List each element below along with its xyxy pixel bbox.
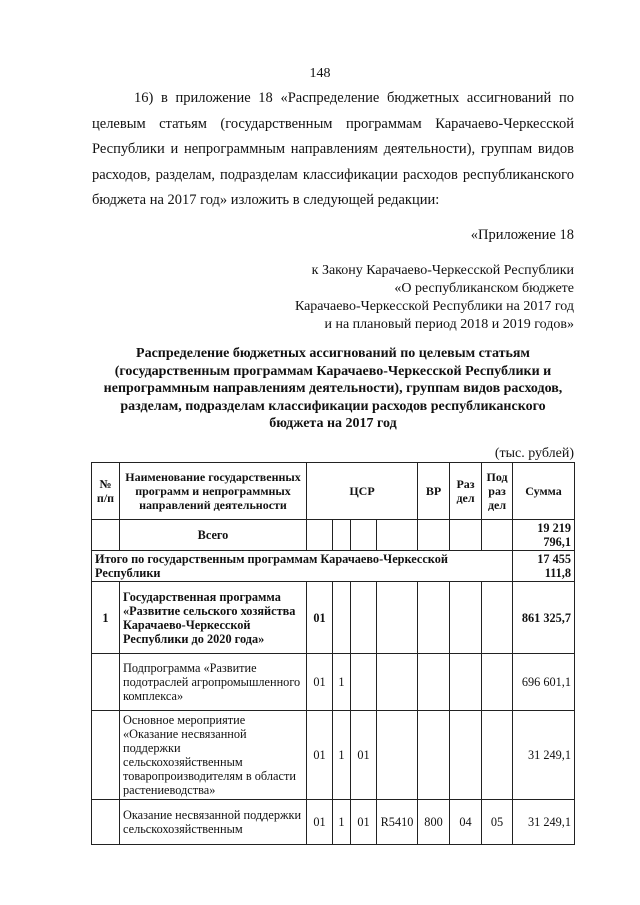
document-title: Распределение бюджетных ассигнований по целевым статьям (государственным программам Карачаево-Черкесской Республики и непрограммным направлениям деятельности), группам видов расходов, разделам, подразделам классификации расходов республиканского бюджета на 2017 год	[103, 346, 563, 432]
csr-part-4: R5410	[377, 800, 418, 845]
appendix-ref-line: и на плановый период 2018 и 2019 годов»	[324, 317, 574, 332]
row-vr	[418, 582, 450, 654]
allocation-table	[91, 462, 575, 845]
appendix-reference	[295, 262, 574, 334]
appendix-ref-line: Карачаево-Черкесской Республики на 2017 год	[294, 299, 574, 314]
row-name: Подпрограмма «Развитие подотраслей агропромышленного комплекса»	[120, 654, 307, 711]
row-podrazdel	[482, 582, 513, 654]
programs-total-row	[92, 551, 575, 582]
csr-part-3: 01	[351, 800, 377, 845]
page-number: 148	[309, 66, 331, 81]
csr-part-1: 01	[307, 711, 333, 800]
table-row	[92, 582, 575, 654]
row-vr	[418, 654, 450, 711]
csr-part-3: 01	[351, 711, 377, 800]
header-num: № п/п	[92, 463, 120, 520]
total-sum: 19 219 796,1	[513, 520, 575, 551]
table-row	[92, 800, 575, 845]
csr-part-2: 1	[333, 711, 351, 800]
row-razdel	[450, 711, 482, 800]
row-name: Государственная программа «Развитие сельского хозяйства Карачаево-Черкесской Республики до 2020 года»	[120, 582, 307, 654]
table-header-row	[92, 463, 575, 520]
intro-text: 16) в приложение 18 «Распределение бюджетных ассигнований по целевым статьям (государственным программам Карачаево-Черкесской Республики и непрограммным направлениям деятельности), группам видов расходов, разделам, подразделам классификации расходов республиканского бюджета на 2017 год» изложить в следующей редакции:	[92, 90, 574, 209]
table-row	[92, 654, 575, 711]
intro-paragraph	[92, 86, 574, 214]
header-sum: Сумма	[513, 463, 575, 520]
row-num	[92, 654, 120, 711]
row-razdel	[450, 582, 482, 654]
total-row	[92, 520, 575, 551]
row-sum: 31 249,1	[513, 711, 575, 800]
row-num	[92, 800, 120, 845]
appendix-ref-line: к Закону Карачаево-Черкесской Республики	[311, 263, 574, 278]
row-vr	[418, 711, 450, 800]
csr-part-3	[351, 582, 377, 654]
programs-total-label: Итого по государственным программам Карачаево-Черкесской Республики	[92, 551, 513, 582]
csr-part-1: 01	[307, 582, 333, 654]
header-vr: ВР	[418, 463, 450, 520]
csr-part-4	[377, 582, 418, 654]
row-sum: 696 601,1	[513, 654, 575, 711]
header-name: Наименование государственных программ и непрограммных направлений деятельности	[120, 463, 307, 520]
row-name: Оказание несвязанной поддержки сельскохозяйственным	[120, 800, 307, 845]
total-label: Всего	[120, 520, 307, 551]
programs-total-sum: 17 455 111,8	[513, 551, 575, 582]
units-label: (тыс. рублей)	[494, 446, 574, 461]
csr-part-4	[377, 654, 418, 711]
row-razdel	[450, 654, 482, 711]
csr-part-1: 01	[307, 654, 333, 711]
appendix-title: «Приложение 18	[470, 227, 574, 243]
row-razdel: 04	[450, 800, 482, 845]
row-sum: 861 325,7	[513, 582, 575, 654]
csr-part-3	[351, 654, 377, 711]
row-podrazdel: 05	[482, 800, 513, 845]
csr-part-2	[333, 582, 351, 654]
csr-part-1: 01	[307, 800, 333, 845]
row-vr: 800	[418, 800, 450, 845]
table-row	[92, 711, 575, 800]
row-name: Основное мероприятие «Оказание несвязанной поддержки сельскохозяйственным товаропроизводителям в области растениеводства»	[120, 711, 307, 800]
row-podrazdel	[482, 654, 513, 711]
row-podrazdel	[482, 711, 513, 800]
row-num	[92, 711, 120, 800]
row-sum: 31 249,1	[513, 800, 575, 845]
header-csr: ЦСР	[307, 463, 418, 520]
row-num: 1	[92, 582, 120, 654]
csr-part-2: 1	[333, 654, 351, 711]
csr-part-4	[377, 711, 418, 800]
csr-part-2: 1	[333, 800, 351, 845]
appendix-ref-line: «О республиканском бюджете	[394, 281, 574, 296]
header-razdel: Раз дел	[450, 463, 482, 520]
header-podrazdel: Под раз дел	[482, 463, 513, 520]
